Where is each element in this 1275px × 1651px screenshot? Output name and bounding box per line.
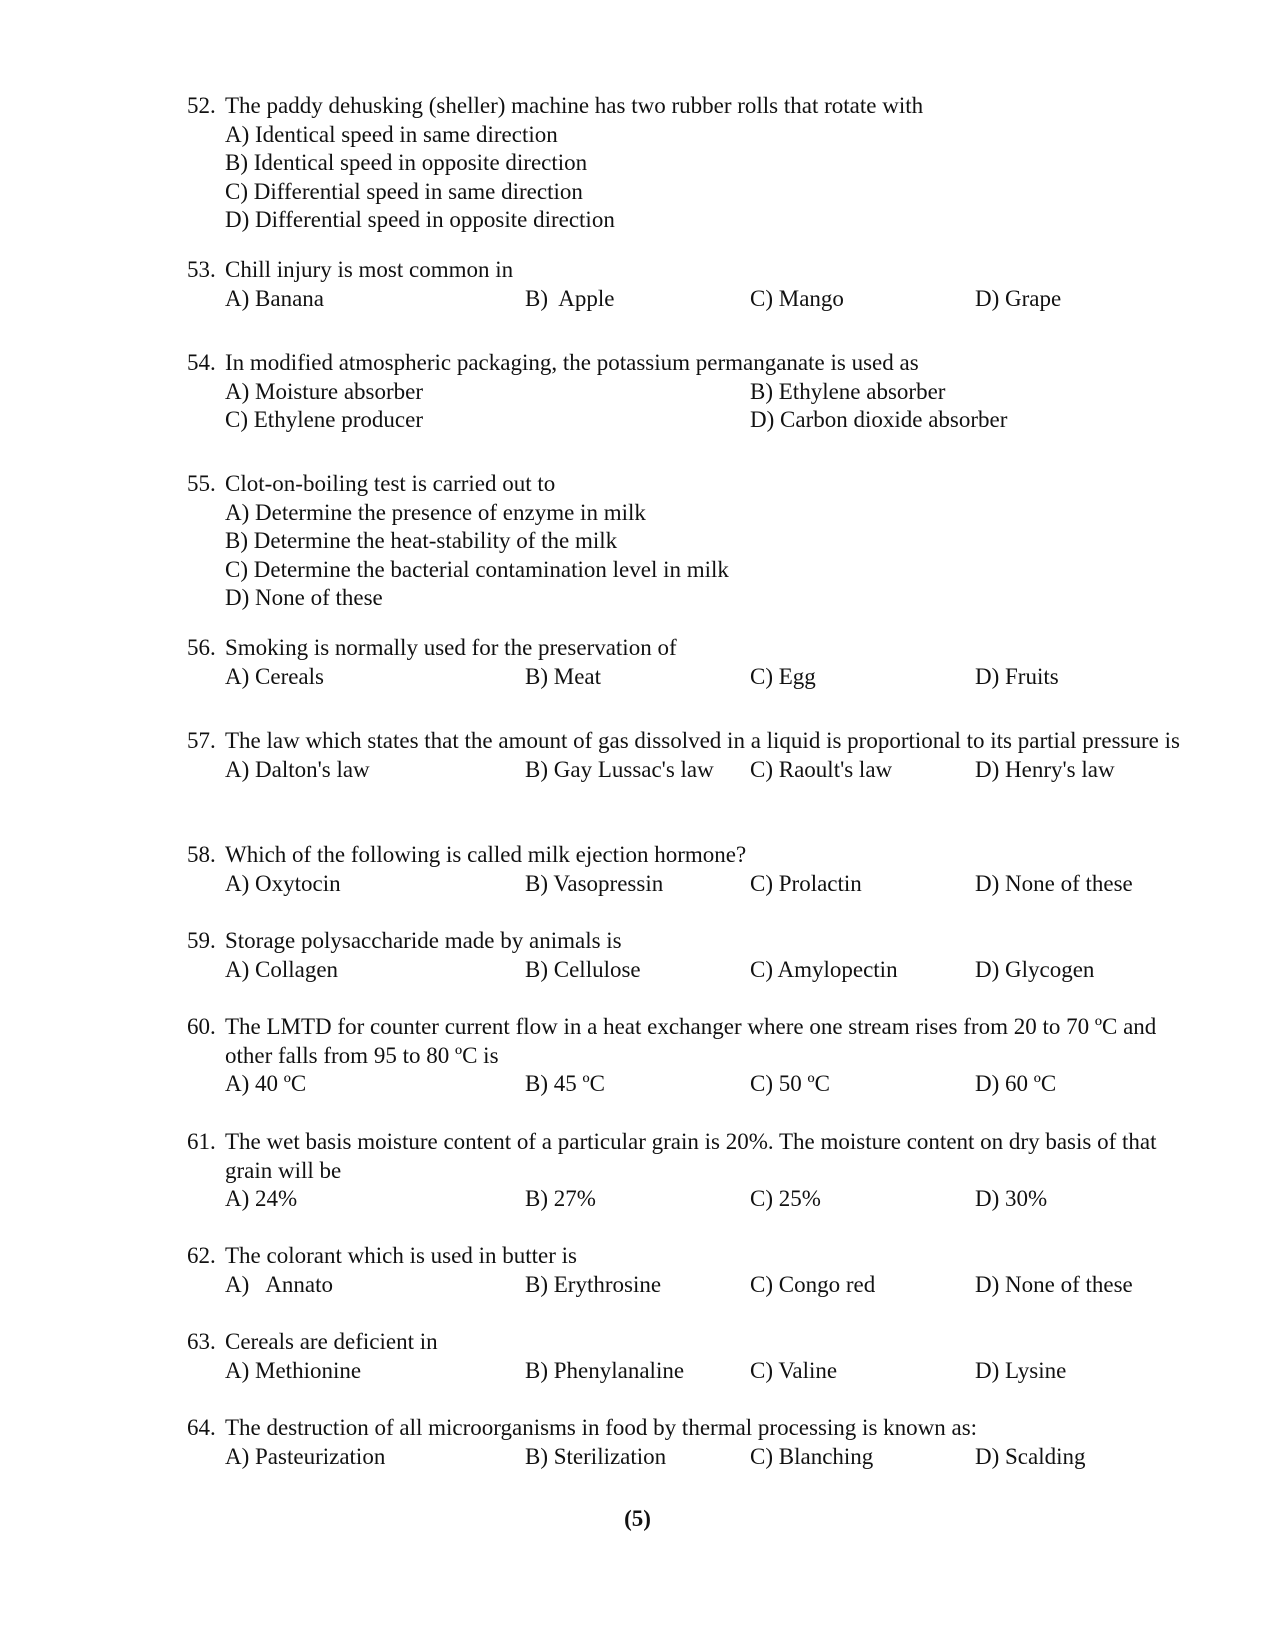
options (225, 756, 1187, 785)
option-c: C) Blanching (750, 1443, 874, 1469)
option-b: B) Ethylene absorber (750, 378, 946, 404)
option-a: A) Moisture absorber (225, 378, 424, 404)
options (225, 1070, 1187, 1099)
question-54 (187, 349, 1187, 435)
option-d: D) None of these (225, 585, 383, 610)
question-number: 53. (187, 257, 216, 282)
question-62 (187, 1242, 1187, 1299)
question-text: The paddy dehusking (sheller) machine has two rubber rolls that rotate with (225, 93, 924, 118)
question-text: The law which states that the amount of gas dissolved in a liquid is proportional to its partial pressure is (225, 728, 1180, 753)
question-53 (187, 256, 1187, 313)
option-c: C) Determine the bacterial contamination level in milk (225, 556, 729, 582)
question-text: The colorant which is used in butter is (225, 1243, 577, 1268)
options (225, 285, 1187, 314)
option-a: A) Annato (225, 1271, 333, 1297)
option-a: A) 40 ºC (225, 1071, 307, 1096)
question-56 (187, 634, 1187, 691)
option-d: D) Grape (975, 285, 1062, 311)
question-number: 52. (187, 93, 216, 118)
question-58 (187, 841, 1187, 898)
option-c: C) 50 ºC (750, 1071, 830, 1096)
question-text: The destruction of all microorganisms in food by thermal processing is known as: (225, 1415, 978, 1440)
option-b: B) Determine the heat-stability of the milk (225, 528, 618, 553)
option-c: C) 25% (750, 1186, 821, 1211)
question-52 (187, 92, 1187, 235)
option-b: B) 45 ºC (525, 1071, 605, 1096)
question-number: 61. (187, 1129, 216, 1154)
option-c: C) Congo red (750, 1271, 876, 1297)
options (225, 663, 1187, 692)
option-d: D) Henry's law (975, 756, 1115, 782)
option-d: D) Lysine (975, 1357, 1067, 1383)
option-a: A) Pasteurization (225, 1443, 386, 1469)
option-a: A) Banana (225, 285, 324, 311)
option-b: B) Phenylanaline (525, 1357, 685, 1383)
option-c: C) Egg (750, 663, 816, 689)
question-text: Cereals are deficient in (225, 1329, 438, 1354)
option-c: C) Raoult's law (750, 756, 893, 782)
option-c: C) Ethylene producer (225, 407, 423, 432)
option-c: C) Prolactin (750, 870, 862, 896)
option-a: A) 24% (225, 1186, 298, 1211)
option-c: C) Valine (750, 1357, 838, 1383)
options (225, 1185, 1187, 1214)
question-number: 54. (187, 350, 216, 375)
option-b: B) Vasopressin (525, 870, 664, 896)
options (225, 499, 1187, 613)
option-d: D) None of these (975, 870, 1133, 896)
option-c: C) Differential speed in same direction (225, 178, 583, 204)
question-text: Smoking is normally used for the preservation of (225, 635, 677, 660)
question-text: Clot-on-boiling test is carried out to (225, 471, 556, 496)
question-number: 62. (187, 1243, 216, 1268)
question-text: Which of the following is called milk ejection hormone? (225, 842, 747, 867)
page-number: (5) (624, 1506, 651, 1531)
option-a: A) Cereals (225, 663, 324, 689)
question-number: 58. (187, 842, 216, 867)
question-text: The LMTD for counter current flow in a heat exchanger where one stream rises from 20 to 70 ºC and other falls from 95 to 80 ºC is (225, 1014, 1157, 1068)
question-number: 59. (187, 928, 216, 953)
question-number: 57. (187, 728, 216, 753)
option-d: D) Scalding (975, 1443, 1086, 1469)
question-text: The wet basis moisture content of a particular grain is 20%. The moisture content on dry basis of that grain will be (225, 1129, 1157, 1183)
options (225, 1443, 1187, 1472)
options (225, 956, 1187, 985)
question-number: 56. (187, 635, 216, 660)
options (225, 121, 1187, 235)
question-number: 63. (187, 1329, 216, 1354)
question-57 (187, 727, 1187, 784)
question-64 (187, 1414, 1187, 1471)
question-55 (187, 470, 1187, 613)
option-a: A) Methionine (225, 1357, 362, 1383)
option-d: D) 60 ºC (975, 1071, 1057, 1096)
question-63 (187, 1328, 1187, 1385)
option-d: D) 30% (975, 1186, 1048, 1211)
option-b: B) Sterilization (525, 1443, 667, 1469)
question-text: Storage polysaccharide made by animals is (225, 928, 622, 953)
options (225, 870, 1187, 899)
question-number: 64. (187, 1415, 216, 1440)
option-b: B) Erythrosine (525, 1271, 662, 1297)
options (225, 378, 1187, 435)
option-b: B) Gay Lussac's law (525, 756, 714, 782)
option-b: B) Cellulose (525, 956, 641, 982)
option-d: D) None of these (975, 1271, 1133, 1297)
question-text: In modified atmospheric packaging, the potassium permanganate is used as (225, 350, 919, 375)
option-c: C) Amylopectin (750, 956, 898, 982)
option-a: A) Collagen (225, 956, 339, 982)
option-a: A) Identical speed in same direction (225, 121, 558, 147)
option-c: C) Mango (750, 285, 844, 311)
option-d: D) Fruits (975, 663, 1059, 689)
option-b: B) Apple (525, 285, 615, 311)
options (225, 1357, 1187, 1386)
option-d: D) Differential speed in opposite direction (225, 207, 615, 232)
question-61 (187, 1128, 1187, 1214)
question-59 (187, 927, 1187, 984)
option-a: A) Dalton's law (225, 756, 370, 782)
option-b: B) Meat (525, 663, 602, 689)
options (225, 1271, 1187, 1300)
option-a: A) Oxytocin (225, 870, 341, 896)
option-a: A) Determine the presence of enzyme in milk (225, 499, 646, 525)
question-number: 60. (187, 1014, 216, 1039)
option-d: D) Glycogen (975, 956, 1095, 982)
question-number: 55. (187, 471, 216, 496)
option-b: B) 27% (525, 1186, 596, 1211)
question-60 (187, 1013, 1187, 1099)
option-d: D) Carbon dioxide absorber (750, 407, 1008, 432)
question-text: Chill injury is most common in (225, 257, 514, 282)
option-b: B) Identical speed in opposite direction (225, 150, 588, 175)
